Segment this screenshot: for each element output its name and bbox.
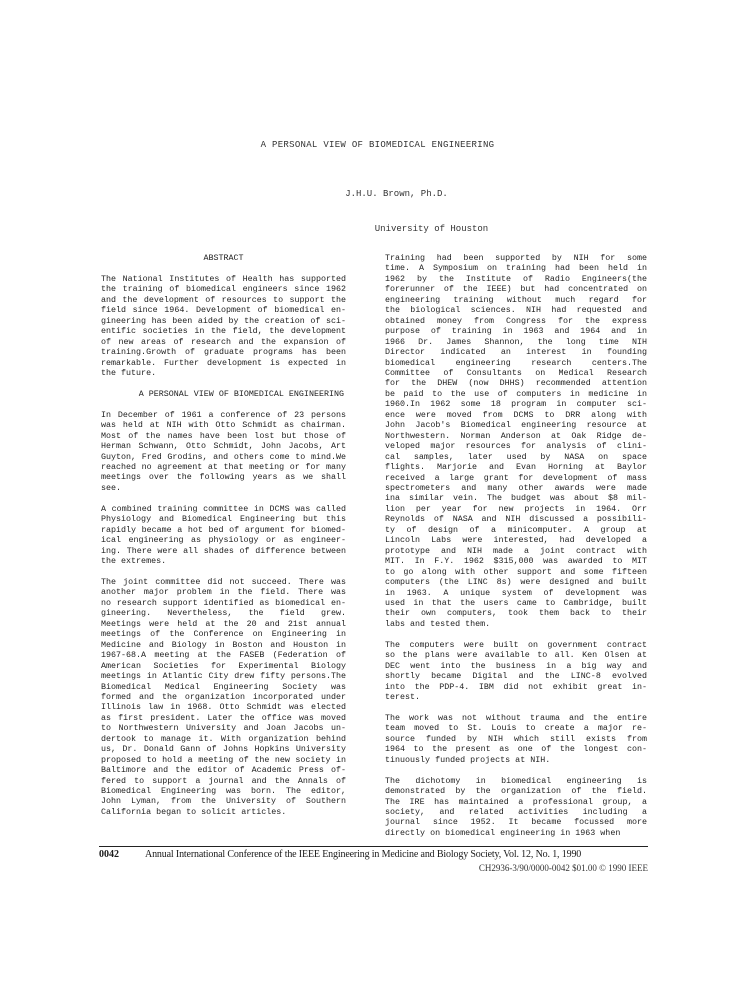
paragraph — [385, 640, 647, 703]
text-line: The work was not without trauma and the entire — [385, 712, 647, 723]
text-line: Biomedical Engineering was born. The editor, — [101, 786, 346, 797]
text-line: obtained money from Congress for the express — [385, 315, 647, 326]
paragraph — [101, 274, 346, 379]
text-line: engineering training without much regard for — [385, 294, 647, 305]
text-line: veloped major resources for analysis of clini- — [385, 441, 647, 452]
text-line: purpose of training in 1963 and 1964 and in — [385, 326, 647, 337]
text-line: us, Dr. Donald Gann of Johns Hopkins University — [101, 744, 346, 755]
left-body — [101, 410, 346, 818]
text-line: of new areas of research and the expansion of — [101, 336, 346, 347]
text-line: Physiology and Biomedical Engineering but this — [101, 514, 346, 525]
text-line: as first president. Later the office was moved — [101, 712, 346, 723]
text-line: field since 1964. Development of biomedical en- — [101, 305, 346, 316]
text-line: fered to support a journal and the Annals of — [101, 775, 346, 786]
section-heading: A PERSONAL VIEW OF BIOMEDICAL ENGINEERING — [138, 388, 344, 399]
text-line: 1962 by the Institute of Radio Engineers(the — [385, 273, 647, 284]
text-line: for the DHEW (now DHHS) recommended attention — [385, 378, 647, 389]
author-name: J.H.U. Brown, Ph.D. — [345, 189, 448, 199]
text-line: A combined training committee in DCMS was called — [101, 503, 346, 514]
text-line: entific societies in the field, the development — [101, 326, 346, 337]
text-line: used in that the users came to Cambridge, built — [385, 597, 647, 608]
abstract-heading: ABSTRACT — [203, 253, 244, 263]
text-line: prototype and NIH made a joint contract with — [385, 545, 647, 556]
text-line: Reynolds of NASA and NIH discussed a possibili- — [385, 514, 647, 525]
text-line: terest. — [385, 692, 421, 703]
text-line: Biomedical Medical Engineering Society was — [101, 681, 346, 692]
text-line: ical engineering as physiology or as engineer- — [101, 535, 346, 546]
copyright-line: CH2936-3/90/0000-0042 $01.00 © 1990 IEEE — [478, 863, 648, 873]
conference-name: Annual International Conference of the IEEE Engineering in Medicine and Biology Society, Vol. 12, No. 1, 1990 — [145, 849, 582, 860]
text-line: meetings in Atlantic City drew fifty persons.The — [101, 671, 346, 682]
right-body — [385, 253, 647, 838]
text-line: California began to solicit articles. — [101, 806, 287, 817]
text-line: John Jacob's Biomedical engineering resource at — [385, 420, 647, 431]
text-line: Illinois law in 1968. Otto Schmidt was elected — [101, 702, 346, 713]
text-line: 1960.In 1962 some 18 program in computer sci- — [385, 399, 647, 410]
text-line: time. A Symposium on training had been held in — [385, 263, 647, 274]
paragraph — [385, 253, 647, 629]
text-line: their own computers, took them back to their — [385, 608, 647, 619]
text-line: The computers were built on government contract — [385, 639, 647, 650]
author-affiliation: University of Houston — [374, 224, 489, 234]
text-line: Most of the names have been lost but those of — [101, 430, 346, 441]
text-line: ty of design of a minicomputer. A group at — [385, 524, 647, 535]
text-line: demonstrated by the organization of the field. — [385, 786, 647, 797]
text-line: remarkable. Further development is expected in — [101, 357, 346, 368]
text-line: The dichotomy in biomedical engineering is — [385, 775, 647, 786]
text-line: training.Growth of graduate programs has been — [101, 347, 346, 358]
text-line: was held at NIH with Otto Schmidt as chairman. — [101, 420, 346, 431]
text-line: meetings of the Conference on Engineering in — [101, 629, 346, 640]
text-line: see. — [101, 482, 122, 493]
text-line: gineering has been aided by the creation of sci- — [101, 315, 346, 326]
text-line: to Northwestern University and Joan Jacobs un- — [101, 723, 346, 734]
text-line: journal since 1952. It became focussed more — [385, 817, 647, 828]
text-line: Herman Schwann, Otto Schmidt, John Jacobs, Art — [101, 441, 346, 452]
text-line: the training of biomedical engineers since 1962 — [101, 284, 346, 295]
text-line: 1967-68.A meeting at the FASEB (Federation of — [101, 650, 346, 661]
footer-citation — [99, 849, 648, 860]
text-line: ina similar vein. The budget was about $8 mil- — [385, 493, 647, 504]
paragraph — [385, 713, 647, 765]
paragraph — [101, 504, 346, 567]
text-line: Director indicated an interest in founding — [385, 347, 647, 358]
text-line: flights. Marjorie and Evan Horning at Baylor — [385, 462, 647, 473]
right-column — [385, 253, 647, 849]
text-line: Guyton, Fred Grodins, and others come to mind.We — [101, 451, 346, 462]
text-line: source funded by NIH which still exists from — [385, 733, 647, 744]
text-line: dertook to manage it. With organization behind — [101, 733, 346, 744]
text-line: In December of 1961 a conference of 23 persons — [101, 409, 346, 420]
text-line: John Lyman, from the University of Southern — [101, 796, 346, 807]
text-line: Meetings were held at the 20 and 21st annual — [101, 618, 346, 629]
text-line: Baltimore and the editor of Academic Press of- — [101, 765, 346, 776]
text-line: 1964 to the present as one of the longest con- — [385, 744, 647, 755]
text-line: the biological sciences. NIH had requested and — [385, 305, 647, 316]
paragraph — [385, 776, 647, 839]
text-line: formed and the organization incorporated under — [101, 691, 346, 702]
text-line: MIT. In F.Y. 1962 $315,000 was awarded to MIT — [385, 556, 647, 567]
text-line: in 1963. A unique system of development was — [385, 587, 647, 598]
text-line: shortly became Digital and the LINC-8 evolved — [385, 671, 647, 682]
text-line: received a large grant for development of mass — [385, 472, 647, 483]
abstract-body — [101, 274, 346, 379]
text-line: Training had been supported by NIH for some — [385, 253, 647, 263]
page-number: 0042 — [99, 849, 119, 860]
text-line: meetings over the following years as we shall — [101, 472, 346, 483]
text-line: The joint committee did not succeed. There was — [101, 576, 346, 587]
text-line: directly on biomedical engineering in 1963 when — [385, 827, 621, 838]
paper-title: A PERSONAL VIEW OF BIOMEDICAL ENGINEERING — [260, 140, 495, 150]
text-line: labs and tested them. — [385, 618, 491, 629]
text-line: the extremes. — [101, 556, 167, 567]
text-line: another major problem in the field. There was — [101, 587, 346, 598]
text-line: spectrometers and many other awards were made — [385, 482, 647, 493]
text-line: rapidly became a hot bed of argument for biomed- — [101, 524, 346, 535]
text-line: be paid to the use of computers in medicine in — [385, 388, 647, 399]
paragraph — [101, 410, 346, 494]
text-line: team moved to St. Louis to create a major re- — [385, 723, 647, 734]
text-line: Lincoln Labs were interested, had developed a — [385, 535, 647, 546]
text-line: The National Institutes of Health has supported — [101, 273, 346, 284]
text-line: the future. — [101, 367, 157, 378]
text-line: Northwestern. Norman Anderson at Oak Ridge de- — [385, 430, 647, 441]
text-line: biomedical engineering research centers.The — [385, 357, 647, 368]
text-line: 1966 Dr. James Shannon, the long time NIH — [385, 336, 647, 347]
text-line: tinuously funded projects at NIH. — [385, 754, 551, 765]
left-column — [101, 253, 346, 828]
text-line: DEC went into the business in a big way and — [385, 660, 647, 671]
text-line: gineering. Nevertheless, the field grew. — [101, 608, 346, 619]
text-line: forerunner of the IEEE) but had concentrated on — [385, 284, 647, 295]
text-line: cal samples, later used by NASA on space — [385, 451, 647, 462]
text-line: to go along with other support and some fifteen — [385, 566, 647, 577]
text-line: lion per year for new projects in 1964. Orr — [385, 503, 647, 514]
text-line: Committee of Consultants on Medical Research — [385, 367, 647, 378]
footer-rule — [99, 846, 648, 847]
text-line: and the development of resources to support the — [101, 294, 346, 305]
text-line: ing. There were all shades of difference between — [101, 545, 346, 556]
text-line: into the PDP-4. IBM did not exhibit great in- — [385, 681, 647, 692]
text-line: proposed to hold a meeting of the new society in — [101, 754, 346, 765]
paragraph — [101, 577, 346, 817]
text-line: Medicine and Biology in Boston and Houston in — [101, 639, 346, 650]
text-line: so the plans were available to all. Ken Olsen at — [385, 650, 647, 661]
text-line: reached no agreement at that meeting or for many — [101, 462, 346, 473]
text-line: ence were moved from DCMS to DRR along with — [385, 409, 647, 420]
text-line: The IRE has maintained a professional group, a — [385, 796, 647, 807]
text-line: no research support identified as biomedical en- — [101, 597, 346, 608]
text-line: society, and related activities including a — [385, 806, 647, 817]
text-line: computers (the LINC 8s) were designed and built — [385, 577, 647, 588]
text-line: American Societies for Experimental Biology — [101, 660, 346, 671]
